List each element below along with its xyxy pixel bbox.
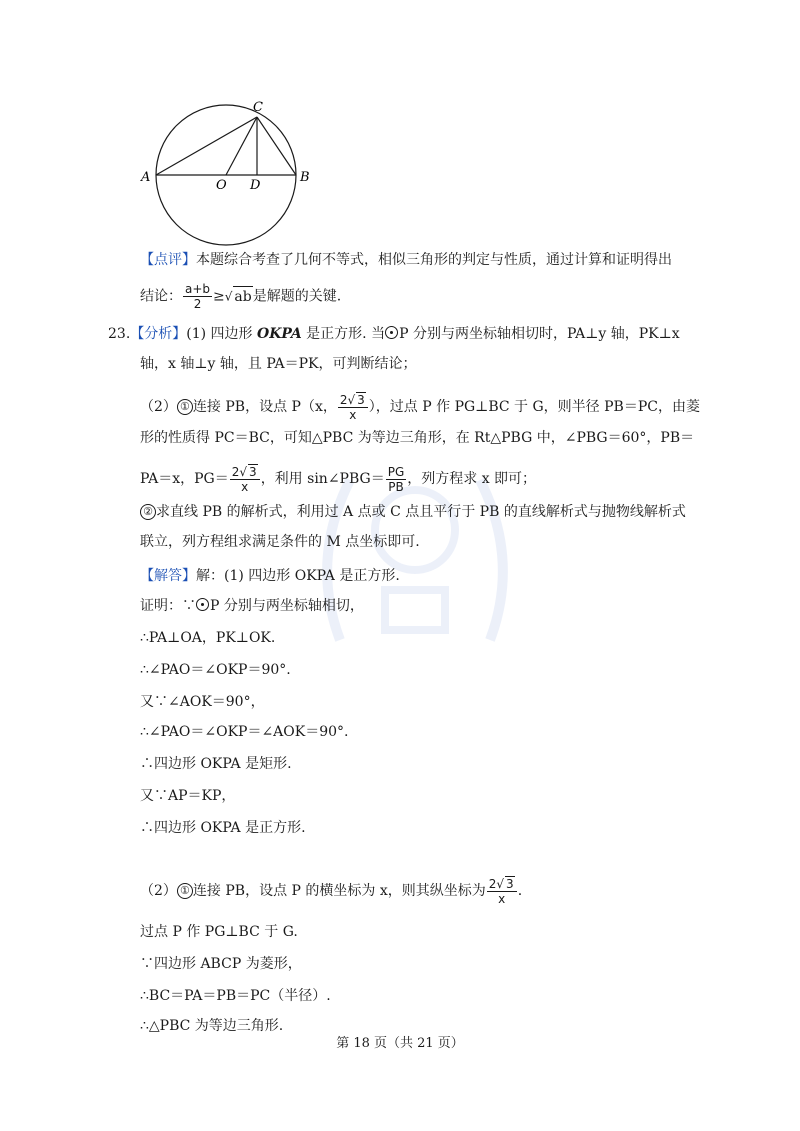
answer-line-11: 过点 P 作 PG⊥BC 于 G. [140,924,298,940]
q23-line-1: 23.【分析】(1) 四边形 OKPA 是正方形. 当 P 分别与两坐标轴相切时，PA⊥y 轴，PK⊥x [108,326,680,342]
fraction: $\frac{2√ 3}{x}$ [487,876,517,906]
q23-line-4: 形的性质得 PC＝BC，可知△PBC 为等边三角形，在 Rt△PBG 中，∠PBG＝60°，PB＝ [140,430,695,446]
q23-line-6: ② 求直线 PB 的解析式，利用过 A 点或 C 点且平行于 PB 的直线解析式与抛物线解析式 [140,502,686,522]
q23-line-2: 轴，x 轴⊥y 轴，且 PA＝PK，可判断结论； [140,356,417,372]
analysis-tag: 【分析】 [130,326,187,342]
answer-line-8: 又∵AP＝KP， [140,788,236,804]
answer-line-3: ∴PA⊥OA，PK⊥OK. [140,630,276,646]
page-footer: 第 18 页（共 21 页） [336,1036,464,1051]
label-B: B [300,170,310,185]
circled-1-icon: ① [177,883,193,899]
label-C: C [253,100,263,115]
answer-line-9: ∴四边形 OKPA 是正方形. [140,820,306,836]
review-tag: 【点评】 [140,252,196,268]
circled-2-icon: ② [140,504,156,520]
answer-line-13: ∴BC＝PA＝PB＝PC（半径）. [140,988,331,1004]
label-O: O [216,178,227,193]
circle-dot-icon [196,598,209,611]
fraction: $\frac{PG}{PB}$ [387,464,405,494]
question-number: 23. [108,326,131,342]
answer-line-10: （2） ① 连接 PB，设点 P 的横坐标为 x，则其纵坐标为 $\frac{2√ 3}{x}$ . [140,877,523,906]
fraction: $\frac{a+b}{2}$ [185,282,211,311]
answer-line-6: ∴∠PAO＝∠OKP＝∠AOK＝90°. [140,724,349,740]
fraction: $\frac{2√ 3}{x}$ [338,392,368,422]
answer-line-2: 证明：∵ P 分别与两坐标轴相切， [140,598,364,614]
fraction: $\frac{2√ 3}{x}$ [230,464,260,494]
circle-dot-icon [385,326,398,339]
answer-line-4: ∴∠PAO＝∠OKP＝90°. [140,662,291,678]
q23-line-5: PA＝x，PG＝ $\frac{2√ 3}{x}$ ，利用 sin∠PBG＝ $\frac{PG}{PB}$ ，列方程求 x 即可； [140,464,537,494]
circled-1-icon: ① [177,399,193,415]
answer-tag: 【解答】 [140,568,196,584]
review-line-1: 【点评】本题综合考查了几何不等式，相似三角形的判定与性质，通过计算和证明得出 [140,252,672,268]
answer-line-12: ∵四边形 ABCP 为菱形， [140,956,302,972]
review-line-2: 结论： $\frac{a+b}{2}$ ≥√ ab是解题的关键. [140,282,342,311]
label-D: D [250,178,261,193]
q23-line-3: （2） ① 连接 PB，设点 P（x， $\frac{2√ 3}{x}$ ），过点 P 作 PG⊥BC 于 G，则半径 PB＝PC，由菱 [140,393,700,422]
answer-line-1: 【解答】解：(1) 四边形 OKPA 是正方形. [140,568,400,584]
answer-line-5: 又∵∠AOK＝90°， [140,694,265,710]
answer-line-7: ∴四边形 OKPA 是矩形. [140,756,292,772]
q23-line-7: 联立，列方程组求满足条件的 M 点坐标即可. [140,534,420,550]
circle-figure [130,95,330,265]
label-A: A [141,170,151,185]
answer-line-14: ∴△PBC 为等边三角形. [140,1018,284,1034]
